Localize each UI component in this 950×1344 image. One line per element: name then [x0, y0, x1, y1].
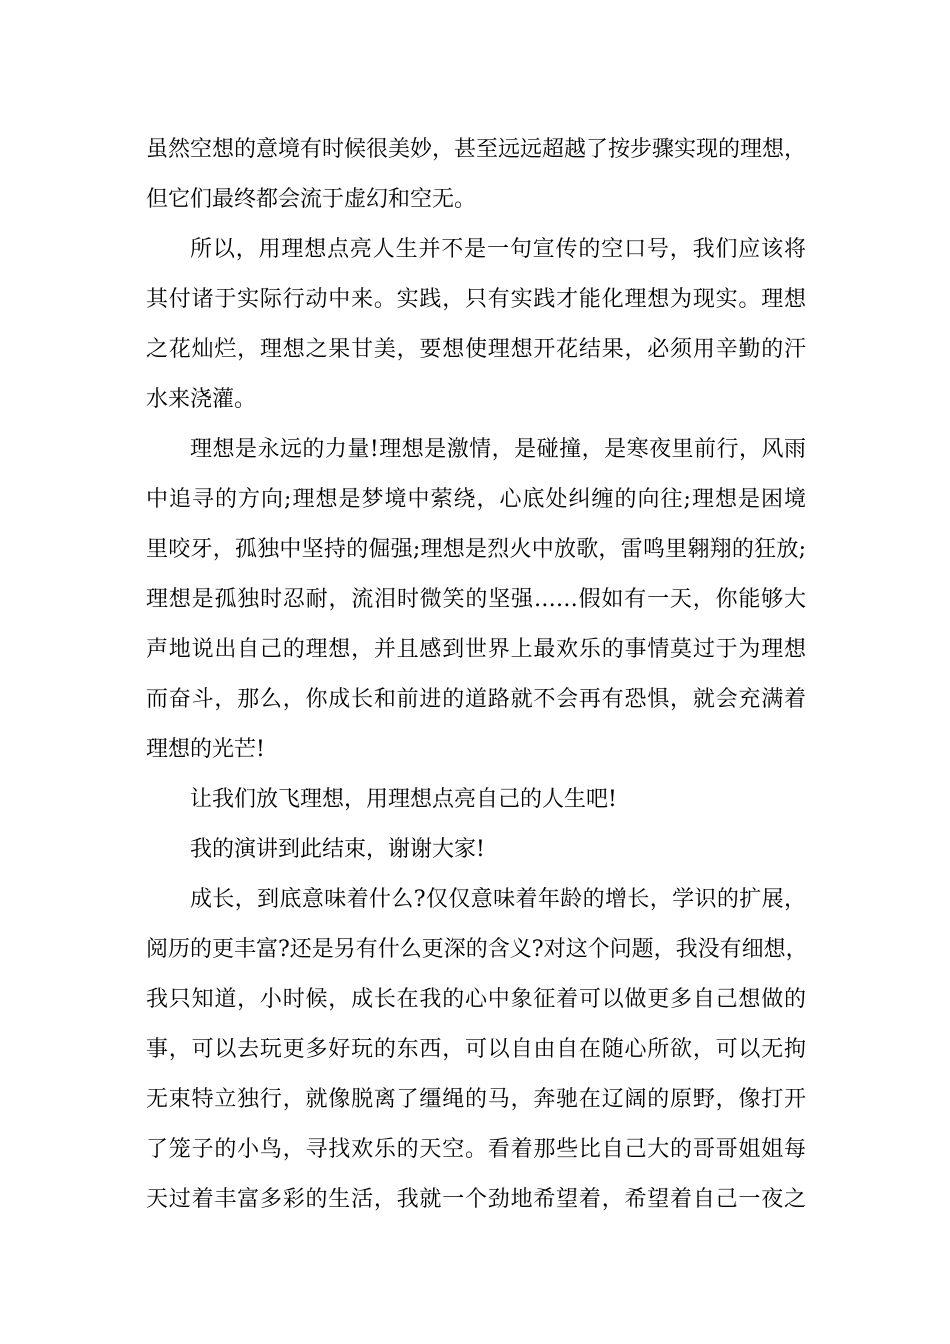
text-line: 事，可以去玩更多好玩的东西，可以自由自在随心所欲，可以无拘 — [146, 1037, 806, 1062]
text-line: 声地说出自己的理想，并且感到世界上最欢乐的事情莫过于为理想 — [146, 637, 806, 662]
text-line: 其付诸于实际行动中来。实践，只有实践才能化理想为现实。理想 — [146, 287, 806, 312]
text-line: 中追寻的方向;理想是梦境中萦绕，心底处纠缠的向往;理想是困境 — [146, 487, 806, 512]
text-line: 之花灿烂，理想之果甘美，要想使理想开花结果，必须用辛勤的汗 — [146, 337, 806, 362]
paragraph-first-line: 成长，到底意味着什么?仅仅意味着年龄的增长，学识的扩展， — [190, 887, 806, 912]
paragraph-first-line: 让我们放飞理想，用理想点亮自己的人生吧! — [190, 787, 617, 812]
text-line: 无束特立独行，就像脱离了缰绳的马，奔驰在辽阔的原野，像打开 — [146, 1087, 806, 1112]
text-line: 里咬牙，孤独中坚持的倔强;理想是烈火中放歌，雷鸣里翱翔的狂放; — [146, 537, 806, 562]
paragraph-first-line: 我的演讲到此结束，谢谢大家! — [190, 837, 485, 862]
text-line: 而奋斗，那么，你成长和前进的道路就不会再有恐惧，就会充满着 — [146, 687, 806, 712]
text-line: 理想的光芒! — [146, 737, 265, 762]
text-line: 阅历的更丰富?还是另有什么更深的含义?对这个问题，我没有细想， — [146, 937, 808, 962]
text-line: 了笼子的小鸟，寻找欢乐的天空。看着那些比自己大的哥哥姐姐每 — [146, 1137, 806, 1162]
text-line: 我只知道，小时候，成长在我的心中象征着可以做更多自己想做的 — [146, 987, 806, 1012]
text-line: 虽然空想的意境有时候很美妙，甚至远远超越了按步骤实现的理想， — [146, 137, 807, 162]
paragraph-first-line: 所以，用理想点亮人生并不是一句宣传的空口号，我们应该将 — [190, 237, 806, 262]
paragraph-first-line: 理想是永远的力量!理想是激情，是碰撞，是寒夜里前行，风雨 — [190, 437, 806, 462]
text-line: 天过着丰富多彩的生活，我就一个劲地希望着，希望着自己一夜之 — [146, 1187, 806, 1212]
text-line: 水来浇灌。 — [146, 387, 257, 412]
text-line: 但它们最终都会流于虚幻和空无。 — [146, 187, 477, 212]
text-line: 理想是孤独时忍耐，流泪时微笑的坚强……假如有一天，你能够大 — [146, 587, 806, 612]
